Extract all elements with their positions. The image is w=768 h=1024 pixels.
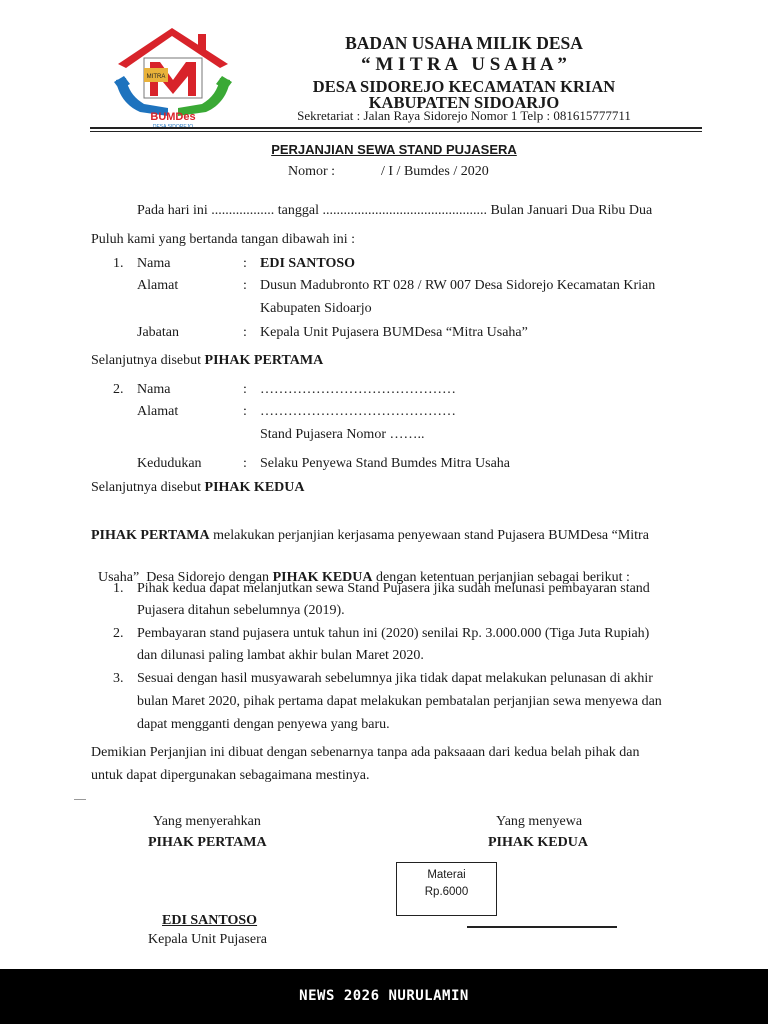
colon: :: [243, 278, 247, 293]
sign-left-party: PIHAK PERTAMA: [148, 835, 267, 850]
sign-left-role: Yang menyerahkan: [153, 814, 261, 829]
opening-line1: Pada hari ini .................. tanggal ............................................... Bulan Januari Dua Ribu Dua: [137, 203, 653, 218]
term-text: bulan Maret 2020, pihak pertama dapat melakukan pembatalan perjanjian sewa menyewa dan: [137, 694, 662, 709]
party2-nama-value: ……………………………………: [260, 382, 456, 397]
document-title: PERJANJIAN SEWA STAND PUJASERA: [271, 142, 517, 157]
term-text: Sesuai dengan hasil musyawarah sebelumnya jika tidak dapat melakukan pelunasan di akhir: [137, 671, 653, 686]
header-divider: [90, 127, 702, 129]
agreement-text: Usaha” Desa Sidorejo dengan: [98, 570, 270, 585]
term-text: Pihak kedua dapat melanjutkan sewa Stand Pujasera jika sudah melunasi pembayaran stand: [137, 581, 650, 596]
agreement-text: dengan ketentuan perjanjian sebagai berikut :: [376, 570, 630, 585]
colon: :: [243, 325, 247, 340]
term-number: 2.: [113, 626, 124, 641]
closing-line2: untuk dapat dipergunakan sebagaimana mestinya.: [91, 768, 370, 783]
org-address: Sekretariat : Jalan Raya Sidorejo Nomor 1 Telp : 081615777711: [297, 108, 631, 123]
opening-line2: Puluh kami yang bertanda tangan dibawah ini :: [91, 232, 355, 247]
party1-nama-label: Nama: [137, 256, 171, 271]
sign-left-title: Kepala Unit Pujasera: [148, 932, 267, 947]
party1-designation: [91, 352, 323, 370]
stamp-line2: Rp.6000: [424, 886, 469, 898]
party2-kedudukan-label: Kedudukan: [137, 456, 202, 471]
logo-badge-text: MITRA: [146, 74, 166, 80]
term-number: 1.: [113, 581, 124, 596]
party1-jabatan-value: Kepala Unit Pujasera BUMDesa “Mitra Usaha”: [260, 325, 528, 340]
closing-line1: Demikian Perjanjian ini dibuat dengan sebenarnya tanpa ada paksaaan dari kedua belah pihak dan: [91, 745, 640, 760]
party1-number: 1.: [113, 256, 124, 271]
party1-jabatan-label: Jabatan: [137, 325, 179, 340]
margin-mark: [74, 799, 86, 800]
party2-kedudukan-value: Selaku Penyewa Stand Bumdes Mitra Usaha: [260, 456, 511, 471]
sign-right-role: Yang menyewa: [496, 814, 583, 829]
party1-alamat-value-1: Dusun Madubronto RT 028 / RW 007 Desa Sidorejo Kecamatan Krian: [260, 278, 656, 293]
nomor-label: Nomor :: [288, 164, 336, 179]
org-name-line4: KABUPATEN SIDOARJO: [368, 93, 560, 112]
party2-alamat-label: Alamat: [137, 404, 179, 419]
footer-text: NEWS 2026 NURULAMIN: [299, 988, 469, 1004]
term-text: Pembayaran stand pujasera untuk tahun ini (2020) senilai Rp. 3.000.000 (Tiga Juta Rupiah): [137, 626, 650, 641]
header-divider-thin: [90, 131, 702, 132]
party1-alamat-value-2: Kabupaten Sidoarjo: [260, 301, 372, 316]
party1-nama-value: EDI SANTOSO: [260, 256, 356, 271]
org-name-line3: DESA SIDOREJO KECAMATAN KRIAN: [312, 77, 616, 96]
term-text: dapat mengganti dengan penyewa yang baru.: [137, 717, 390, 732]
party2-stand-value: Stand Pujasera Nomor ……..: [260, 427, 425, 442]
term-text: Pujasera ditahun sebelumnya (2019).: [137, 603, 345, 618]
sign-left-name: EDI SANTOSO: [162, 913, 258, 928]
signature-line: [467, 926, 617, 928]
colon: :: [243, 456, 247, 471]
colon: :: [243, 256, 247, 271]
agreement-text: melakukan perjanjian kerjasama penyewaan stand Pujasera BUMDesa “Mitra: [213, 528, 649, 543]
logo-brand-text: BUMDes: [150, 111, 196, 123]
agreement-line1: [91, 527, 649, 545]
org-name-line2: “ M I T R A U S A H A ”: [361, 54, 567, 75]
term-text: dan dilunasi paling lambat akhir bulan Maret 2020.: [137, 648, 424, 663]
sign-right-party: PIHAK KEDUA: [488, 835, 588, 850]
party2-designation: [91, 479, 305, 497]
term-number: 3.: [113, 671, 124, 686]
nomor-value: / I / Bumdes / 2020: [381, 164, 489, 179]
designation-prefix: Selanjutnya disebut: [91, 353, 202, 368]
colon: :: [243, 382, 247, 397]
party2-number: 2.: [113, 382, 124, 397]
org-name-line1: BADAN USAHA MILIK DESA: [345, 33, 583, 53]
designation-party: PIHAK KEDUA: [204, 480, 305, 495]
letterhead: [0, 0, 768, 135]
colon: :: [243, 404, 247, 419]
stamp-line1: Materai: [427, 869, 466, 881]
agreement-party-one: PIHAK PERTAMA: [91, 528, 210, 543]
agreement-party-two: PIHAK KEDUA: [272, 570, 373, 585]
party2-nama-label: Nama: [137, 382, 171, 397]
designation-prefix: Selanjutnya disebut: [91, 480, 202, 495]
party2-alamat-value: ……………………………………: [260, 404, 456, 419]
materai-stamp-box: [396, 862, 497, 916]
bumdes-logo: [110, 24, 235, 132]
designation-party: PIHAK PERTAMA: [204, 353, 324, 368]
party1-alamat-label: Alamat: [137, 278, 179, 293]
footer-bar: [0, 969, 768, 1024]
